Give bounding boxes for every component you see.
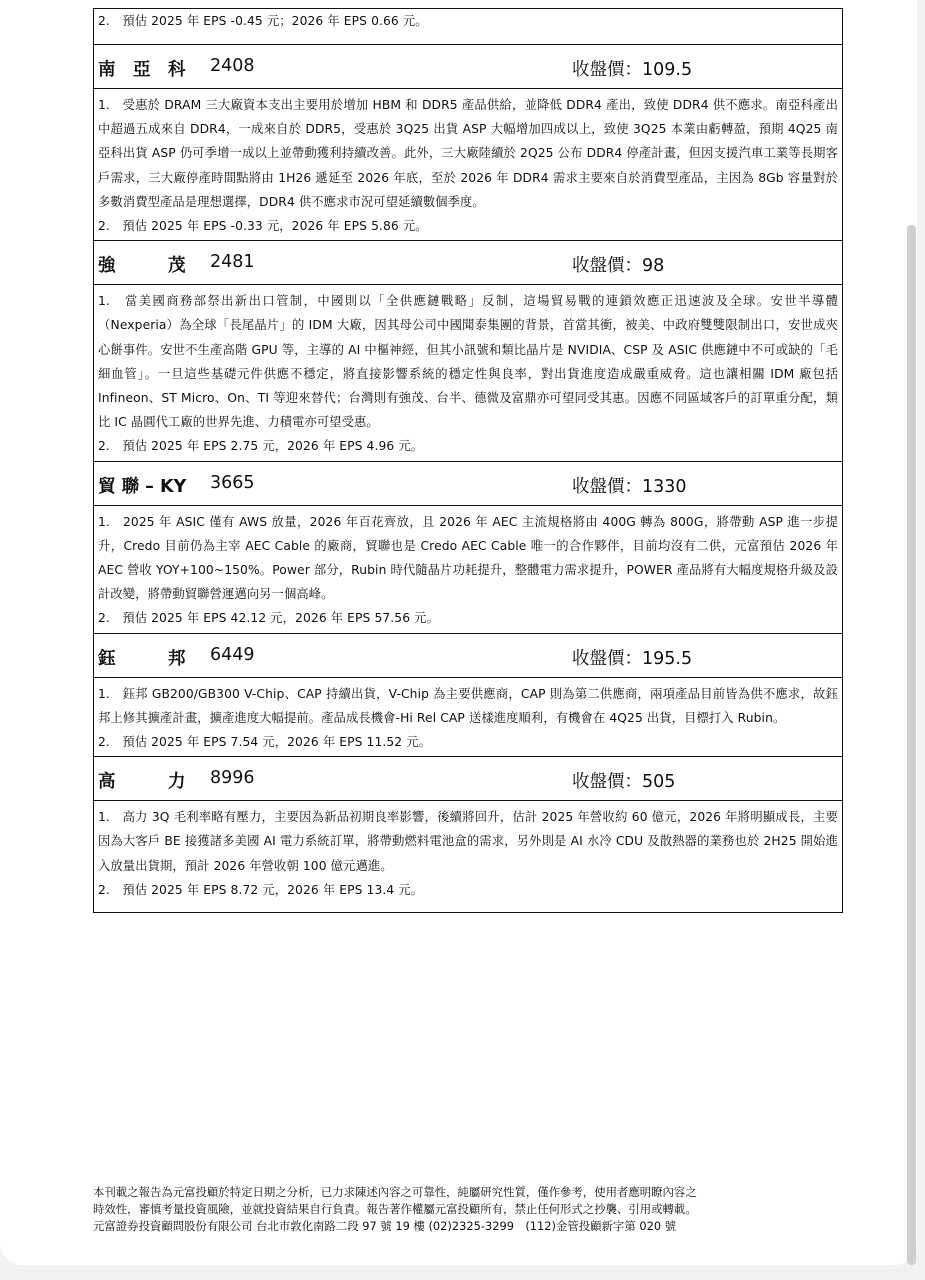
stock-header-nanya — [94, 45, 842, 89]
closing-price — [572, 473, 687, 498]
closing-price — [572, 768, 675, 793]
commentary-point: 1. 受惠於 DRAM 三大廠資本支出主要用於增加 HBM 和 DDR5 產品供給，並降低 DDR4 產出，致使 DDR4 供不應求。南亞科產出中超過五成來自 DDR4，一成來自於 DDR5，受惠於 3Q25 出貨 ASP 大幅增加四成以上，致使 3Q25 本業由虧轉盈，預期 4Q25 南亞科出貨 ASP 仍可季增一成以上並帶動獲利持續改善。此外，三大廠陸續於 2Q25 公布 DDR4 停產計畫，但因支援汽車工業等長期客戶需求，三大廠停產時間點將由 1H26 遞延至 2026 年底，至於 2026 年 DDR4 需求主要來自於消費型產品，主因為 8Gb 容量對於多數消費型產品是理想選擇，DDR4 供不應求市況可望延續數個季度。 — [98, 98, 838, 209]
commentary-point: 1. 2025 年 ASIC 僅有 AWS 放量，2026 年百花齊放，且 2026 年 AEC 主流規格將由 400G 轉為 800G，將帶動 ASP 進一步提升，Credo 目前仍為主宰 AEC Cable 的廠商，貿聯也是 Credo AEC Cable 唯一的合作夥伴，目前均沒有二供，元富預估 2026 年 AEC 營收 YOY+100~150%。Power 部分，Rubin 時代隨晶片功耗提升，整體電力需求提升，POWER 產品將有大幅度規格升級及設計改變，將帶動貿聯營運邁向另一個高峰。 — [98, 514, 838, 602]
closing-price-value: 505 — [642, 772, 676, 793]
stock-code: 3665 — [210, 472, 255, 493]
commentary-point: 1. 高力 3Q 毛利率略有壓力，主要因為新品初期良率影響，後續將回升，估計 2025 年營收約 60 億元，2026 年將明顯成長，主要因為大客戶 BE 接獲諸多美國 AI 電力系統訂單，將帶動燃料電池盒的需求，另外則是 AI 水冷 CDU 及散熱器的業務也於 2H25 開始進入放量出貨期，預計 2026 年營收朝 100 億元邁進。 — [98, 810, 838, 873]
stock-header-panjit — [94, 241, 842, 285]
vertical-scrollbar[interactable] — [907, 225, 916, 1265]
eps-forecast: 2. 預估 2025 年 EPS 42.12 元，2026 年 EPS 57.56 元。 — [98, 611, 439, 626]
closing-price-label: 收盤價： — [572, 648, 642, 669]
stock-report-table — [93, 8, 843, 913]
closing-price-value: 98 — [642, 256, 665, 277]
previous-eps-row — [94, 9, 842, 45]
stock-code: 2408 — [210, 56, 255, 76]
disclaimer-line: 時效性，審慎考量投資風險，並就投資結果自行負責。報告著作權屬元富投顧所有，禁止任何形式之抄襲、引用或轉載。 — [93, 1202, 697, 1216]
closing-price-value: 109.5 — [642, 60, 693, 80]
disclaimer-footer — [93, 1184, 853, 1235]
eps-forecast: 2. 預估 2025 年 EPS 8.72 元，2026 年 EPS 13.4 元。 — [98, 882, 424, 897]
closing-price-value: 195.5 — [642, 648, 693, 669]
eps-forecast: 2. 預估 2025 年 EPS 7.54 元，2026 年 EPS 11.52 元。 — [98, 735, 432, 750]
stock-header-kaori — [94, 757, 842, 801]
stock-name: 鈺 邦 — [98, 648, 186, 669]
closing-price-label: 收盤價： — [572, 476, 642, 497]
commentary-point: 1. 當美國商務部祭出新出口管制，中國則以「全供應鏈戰略」反制，這場貿易戰的連鎖效應正迅速波及全球。安世半導體（Nexperia）為全球「長尾晶片」的 IDM 大廠，因其母公司中國聞泰集團的背景，首當其衝，被美、中政府雙雙限制出口，安世成夾心餅事件。安世不生產高階 GPU 等，主導的 AI 中樞神經，但其小訊號和類比晶片是 NVIDIA、CSP 及 ASIC 供應鏈中不可或缺的「毛細血管」。一旦這些基礎元件供應不穩定，將直接影響系統的穩定性與良率，對出貨進度造成嚴重威脅。這也讓相關 IDM 廠包括 Infineon、ST Micro、On、TI 等迎來替代；台灣則有強茂、台半、德微及富鼎亦可望同受其惠。因應不同區域客戶的訂單重分配，類比 IC 晶圓代工廠的世界先進、力積電亦可望受惠。 — [98, 294, 838, 430]
closing-price — [572, 252, 664, 277]
stock-name: 強 茂 — [98, 256, 186, 277]
stock-code: 6449 — [210, 644, 255, 665]
eps-forecast: 2. 預估 2025 年 EPS 2.75 元，2026 年 EPS 4.96 元。 — [98, 439, 424, 454]
stock-code: 2481 — [210, 252, 255, 273]
stock-name: 南 亞 科 — [98, 60, 186, 80]
closing-price-label: 收盤價： — [572, 60, 642, 80]
commentary-point: 1. 鈺邦 GB200/GB300 V-Chip、CAP 持續出貨，V-Chip 為主要供應商，CAP 則為第二供應商，兩項產品目前皆為供不應求，故鈺邦上修其擴產計畫，擴產進度大幅提前。產品成長機會-Hi Rel CAP 送樣進度順利，有機會在 4Q25 出貨，目標打入 Rubin。 — [98, 686, 838, 725]
company-address-line: 元富證券投資顧問股份有限公司 台北市敦化南路二段 97 號 19 樓 (02)2325-3299 (112)金管投顧新字第 020 號 — [93, 1219, 677, 1233]
stock-header-bizlink — [94, 462, 842, 506]
disclaimer-line: 本刊載之報告為元富投顧於特定日期之分析，已力求陳述內容之可靠性，純屬研究性質，僅作參考，使用者應明瞭內容之 — [93, 1185, 697, 1199]
stock-code: 8996 — [210, 768, 255, 789]
stock-commentary-nanya — [94, 89, 842, 241]
stock-header-apaq — [94, 634, 842, 678]
stock-commentary-panjit — [94, 285, 842, 461]
closing-price-label: 收盤價： — [572, 772, 642, 793]
stock-commentary-apaq — [94, 678, 842, 758]
eps-forecast: 2. 預估 2025 年 EPS -0.33 元，2026 年 EPS 5.86 元。 — [98, 219, 428, 234]
closing-price — [572, 56, 692, 81]
closing-price-label: 收盤價： — [572, 256, 642, 277]
stock-commentary-kaori — [94, 801, 842, 913]
stock-name: 高 力 — [98, 772, 186, 793]
closing-price-value: 1330 — [642, 476, 687, 497]
previous-eps-text: 2. 預估 2025 年 EPS -0.45 元；2026 年 EPS 0.66 元。 — [98, 14, 428, 28]
closing-price — [572, 645, 692, 670]
stock-commentary-bizlink — [94, 506, 842, 634]
stock-name: 貿 聯 – KY — [98, 476, 187, 497]
